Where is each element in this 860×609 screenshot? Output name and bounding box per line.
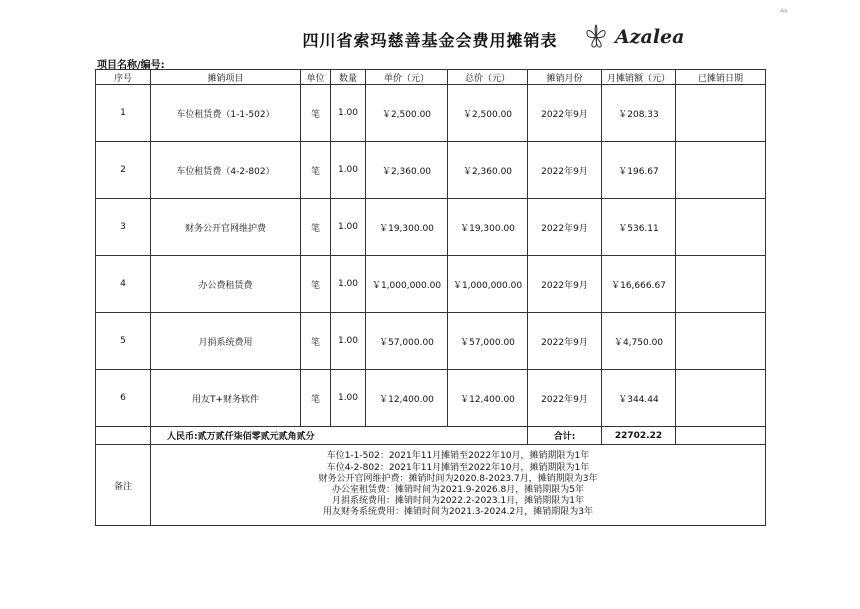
azalea-logo (583, 22, 684, 52)
cell-price: ￥1,000,000.00 (366, 256, 448, 313)
header-unit: 单位 (301, 70, 331, 85)
cell-month: 2022年9月 (528, 85, 602, 142)
cell-no: 2 (96, 142, 151, 199)
table-row (96, 199, 766, 256)
cell-qty: 1.00 (331, 256, 366, 313)
header-monthly: 月摊销额（元） (602, 70, 676, 85)
cell-month: 2022年9月 (528, 256, 602, 313)
corner-mark: ᴬᵏ (780, 8, 789, 19)
remark-line: 财务公开官网维护费：摊销时间为2020.8-2023.7月，摊销期限为3年 (318, 473, 598, 484)
cell-no: 3 (96, 199, 151, 256)
remark-line: 办公室租赁费：摊销时间为2021.9-2026.8月，摊销期限为5年 (332, 485, 584, 495)
remark-line: 车位4-2-802：2021年11月摊销至2022年10月，摊销期限为1年 (326, 462, 590, 473)
remarks-label: 备注 (96, 445, 151, 526)
cell-month: 2022年9月 (528, 142, 602, 199)
cell-total: ￥12,400.00 (448, 370, 528, 427)
cell-item: 用友T+财务软件 (151, 370, 301, 427)
header-qty: 数量 (331, 70, 366, 85)
cell-total: ￥19,300.00 (448, 199, 528, 256)
header-total: 总价（元） (448, 70, 528, 85)
header-month: 摊销月份 (528, 70, 602, 85)
cell-no: 6 (96, 370, 151, 427)
cell-monthly: ￥16,666.67 (602, 256, 676, 313)
cell-item: 月捐系统费用 (151, 313, 301, 370)
cell-unit: 笔 (301, 313, 331, 370)
cell-price: ￥2,500.00 (366, 85, 448, 142)
table-row (96, 256, 766, 313)
cell-month: 2022年9月 (528, 199, 602, 256)
remarks-notes (151, 445, 766, 526)
table-row (96, 142, 766, 199)
cell-qty: 1.00 (331, 313, 366, 370)
cell-item: 车位租赁费（4-2-802） (151, 142, 301, 199)
cell-done (676, 85, 766, 142)
header-row (96, 70, 766, 85)
header-no: 序号 (96, 70, 151, 85)
cell-price: ￥19,300.00 (366, 199, 448, 256)
cell-qty: 1.00 (331, 85, 366, 142)
cell-done (676, 370, 766, 427)
cell-month: 2022年9月 (528, 370, 602, 427)
cell-total: ￥2,500.00 (448, 85, 528, 142)
cell-unit: 笔 (301, 142, 331, 199)
total-label: 合计: (528, 427, 602, 445)
cell-no: 1 (96, 85, 151, 142)
cell-qty: 1.00 (331, 199, 366, 256)
cell-price: ￥2,360.00 (366, 142, 448, 199)
cell-total: ￥57,000.00 (448, 313, 528, 370)
cell-item: 办公费租赁费 (151, 256, 301, 313)
cell-total: ￥2,360.00 (448, 142, 528, 199)
cell-no: 5 (96, 313, 151, 370)
cell-done (676, 142, 766, 199)
cell-unit: 笔 (301, 370, 331, 427)
header-price: 单价（元） (366, 70, 448, 85)
cell-monthly: ￥196.67 (602, 142, 676, 199)
table-row (96, 370, 766, 427)
cell-done (676, 313, 766, 370)
cell-monthly: ￥208.33 (602, 85, 676, 142)
cell-item: 财务公开官网维护费 (151, 199, 301, 256)
cell-done (676, 199, 766, 256)
cell-item: 车位租赁费（1-1-502） (151, 85, 301, 142)
cell-monthly: ￥344.44 (602, 370, 676, 427)
total-blank-end (676, 427, 766, 445)
rmb-amount-in-words: 人民币:贰万贰仟柒佰零贰元贰角贰分 (151, 427, 528, 445)
cell-price: ￥12,400.00 (366, 370, 448, 427)
cell-qty: 1.00 (331, 370, 366, 427)
cell-monthly: ￥4,750.00 (602, 313, 676, 370)
cell-month: 2022年9月 (528, 313, 602, 370)
project-label: 项目名称/编号: (97, 60, 165, 71)
cell-unit: 笔 (301, 85, 331, 142)
remark-line: 车位1-1-502：2021年11月摊销至2022年10月，摊销期限为1年 (326, 451, 590, 462)
total-value: 22702.22 (602, 427, 676, 445)
header-done: 已摊销日期 (676, 70, 766, 85)
azalea-flower-icon (583, 23, 609, 51)
cell-monthly: ￥536.11 (602, 199, 676, 256)
total-blank (96, 427, 151, 445)
remark-line: 月捐系统费用：摊销时间为2022.2-2023.1月，摊销期限为1年 (332, 496, 584, 507)
amortization-table (95, 69, 766, 526)
document-title: 四川省索玛慈善基金会费用摊销表 (302, 31, 558, 50)
logo-text: Azalea (615, 26, 685, 48)
header-item: 摊销项目 (151, 70, 301, 85)
cell-unit: 笔 (301, 256, 331, 313)
cell-done (676, 256, 766, 313)
cell-price: ￥57,000.00 (366, 313, 448, 370)
table-row (96, 313, 766, 370)
remarks-row (96, 445, 766, 526)
total-row (96, 427, 766, 445)
cell-no: 4 (96, 256, 151, 313)
cell-total: ￥1,000,000.00 (448, 256, 528, 313)
cell-unit: 笔 (301, 199, 331, 256)
cell-qty: 1.00 (331, 142, 366, 199)
table-row (96, 85, 766, 142)
remark-line: 用友财务系统费用：摊销时间为2021.3-2024.2月，摊销期限为3年 (323, 507, 593, 518)
